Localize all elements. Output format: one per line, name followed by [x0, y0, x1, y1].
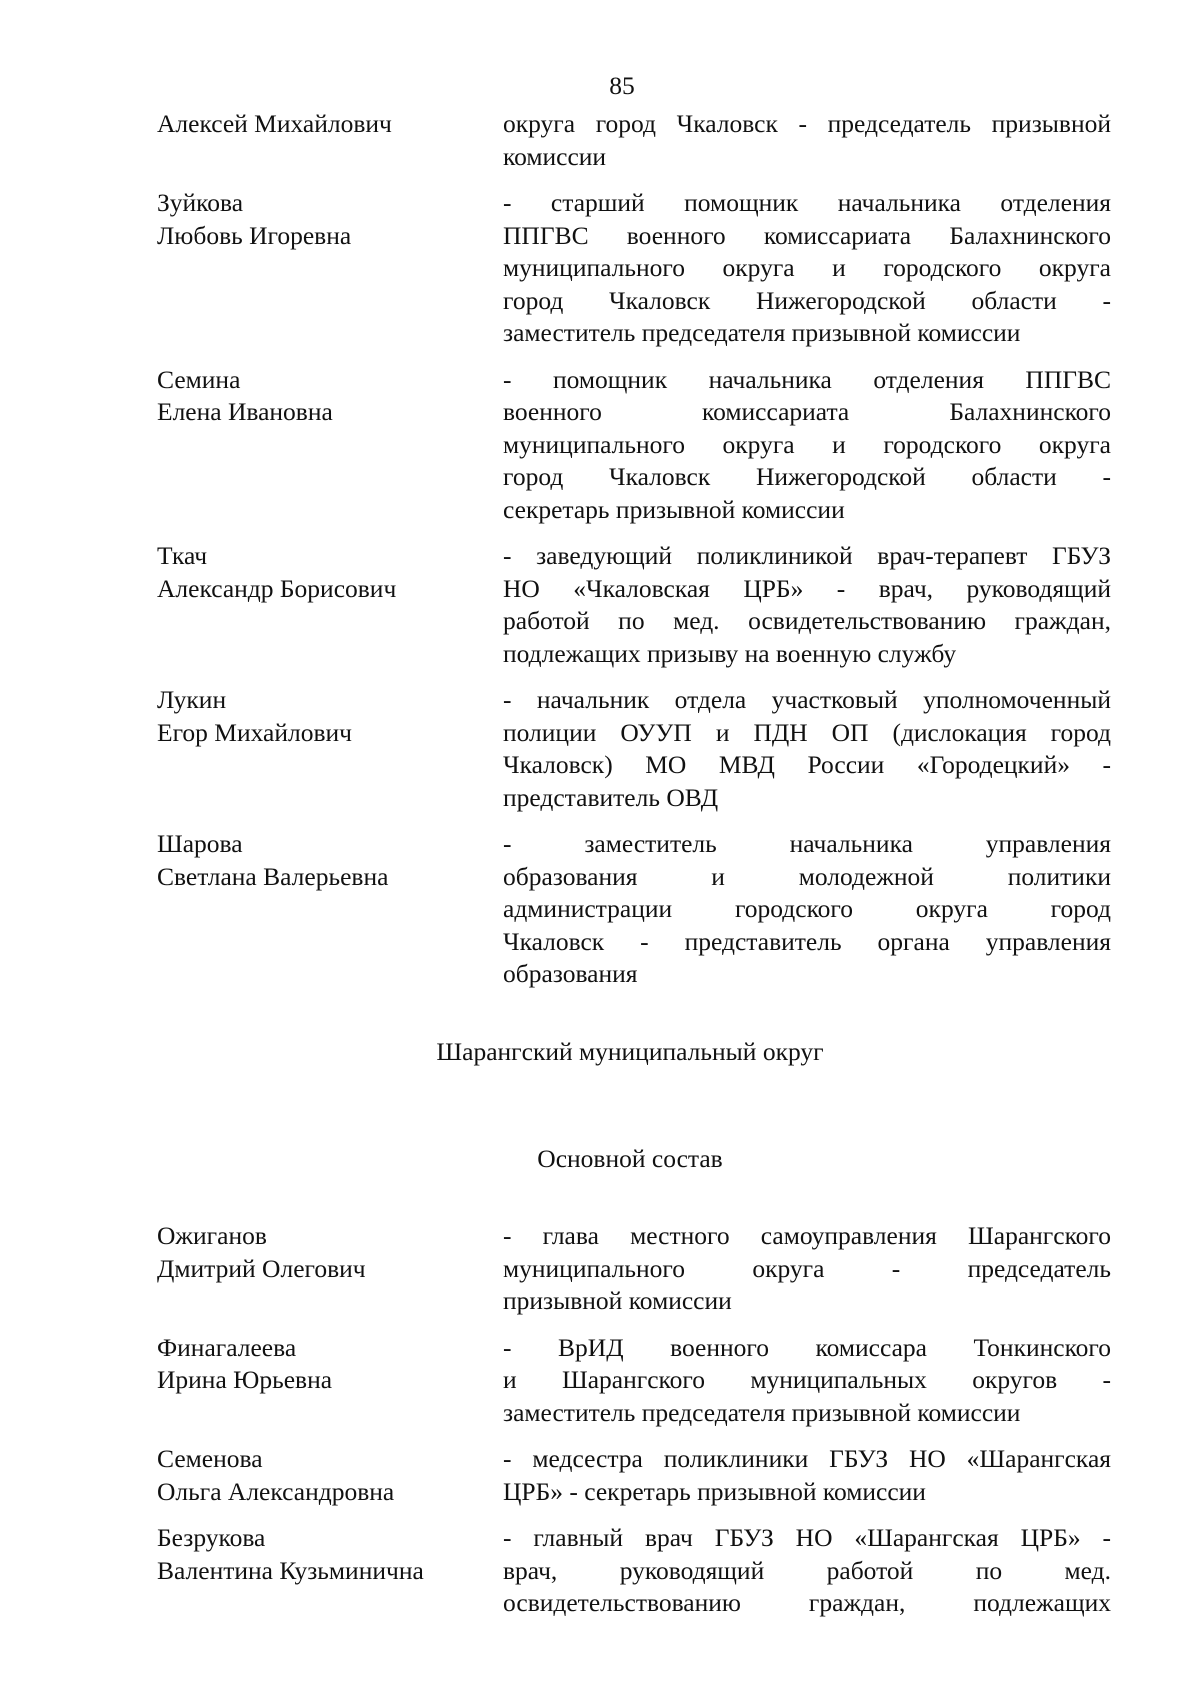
member-role-line: подлежащих призыву на военную службу — [503, 638, 957, 668]
member-name-line: Семенова — [157, 1444, 263, 1473]
member-name-line: Ткач — [157, 541, 208, 570]
member-role — [503, 1220, 1111, 1318]
member-entry — [157, 108, 1111, 173]
member-role — [503, 108, 1111, 173]
member-role-line: - старший помощник начальника отделения — [503, 188, 1111, 217]
member-name-line: Дмитрий Олегович — [157, 1253, 366, 1283]
member-entry — [157, 187, 1111, 350]
member-name-line: Семина — [157, 364, 241, 394]
member-role — [503, 1332, 1111, 1430]
member-role-line: муниципального округа и городского округа — [503, 253, 1111, 282]
member-role-line: работой по мед. освидетельствованию граждан, — [503, 606, 1111, 635]
member-name-line: Любовь Игоревна — [157, 220, 352, 250]
member-name — [157, 1220, 503, 1318]
member-name-line: Ирина Юрьевна — [157, 1365, 333, 1394]
member-role-line: - главный врач ГБУЗ НО «Шарангская ЦРБ» - — [503, 1523, 1111, 1552]
member-entry — [157, 1443, 1111, 1508]
member-name-line: Лукин — [157, 685, 227, 714]
member-role-line: и Шарангского муниципальных округов - — [503, 1365, 1111, 1394]
section-heading-district: Шарангский муниципальный округ — [436, 1037, 824, 1066]
member-name — [157, 1443, 503, 1508]
member-name-line: Ожиганов — [157, 1221, 267, 1250]
member-role-line: комиссии — [503, 141, 607, 171]
member-role-line: НО «Чкаловская ЦРБ» - врач, руководящий — [503, 573, 1111, 603]
member-name-line: Елена Ивановна — [157, 397, 333, 426]
member-name-line: Зуйкова — [157, 188, 244, 217]
member-role — [503, 364, 1111, 527]
member-role-line: освидетельствованию граждан, подлежащих — [503, 1588, 1111, 1617]
member-name-line: Светлана Валерьевна — [157, 861, 389, 891]
member-entry — [157, 1220, 1111, 1318]
member-name-line: Финагалеева — [157, 1332, 297, 1362]
member-role-line: военного комиссариата Балахнинского — [503, 397, 1111, 426]
member-role-line: Чкаловск - представитель органа управления — [503, 926, 1111, 956]
member-role-line: образования и молодежной политики — [503, 861, 1111, 891]
member-role — [503, 187, 1111, 350]
member-role-line: представитель ОВД — [503, 782, 719, 812]
member-name — [157, 540, 503, 670]
member-role-line: муниципального округа и городского округа — [503, 429, 1111, 459]
member-role-line: - заместитель начальника управления — [503, 829, 1111, 858]
member-name — [157, 108, 503, 173]
member-role-line: - начальник отдела участковый уполномоченный — [503, 685, 1111, 714]
member-name — [157, 684, 503, 814]
member-entry — [157, 1522, 1111, 1620]
member-role-line: полиции ОУУП и ПДН ОП (дислокация город — [503, 717, 1111, 747]
member-name — [157, 1522, 503, 1620]
member-role-line: заместитель председателя призывной комиссии — [503, 1397, 1021, 1427]
member-role — [503, 1443, 1111, 1508]
member-name-line: Валентина Кузьминична — [157, 1555, 424, 1585]
member-name — [157, 1332, 503, 1430]
member-role-line: Чкаловск) МО МВД России «Городецкий» - — [503, 750, 1111, 779]
member-role-line: - заведующий поликлиникой врач-терапевт ГБУЗ — [503, 541, 1111, 570]
section-heading-composition: Основной состав — [537, 1144, 723, 1173]
member-role-line: администрации городского округа город — [503, 894, 1111, 923]
member-entry — [157, 1332, 1111, 1430]
member-role-line: - глава местного самоуправления Шарангского — [503, 1221, 1111, 1250]
member-role — [503, 540, 1111, 670]
member-entry — [157, 828, 1111, 991]
member-role-line: город Чкаловск Нижегородской области - — [503, 285, 1111, 315]
member-role-line: ППГВС военного комиссариата Балахнинского — [503, 220, 1111, 250]
member-role-line: призывной комиссии — [503, 1286, 732, 1315]
member-name-line: Ольга Александровна — [157, 1476, 395, 1506]
member-role-line: город Чкаловск Нижегородской области - — [503, 462, 1111, 491]
member-role-line: - ВрИД военного комиссара Тонкинского — [503, 1332, 1111, 1362]
member-role-line: секретарь призывной комиссии — [503, 494, 845, 524]
member-name — [157, 828, 503, 991]
member-name — [157, 187, 503, 350]
member-entry — [157, 540, 1111, 670]
member-role-line: округа город Чкаловск - председатель призывной — [503, 109, 1111, 138]
member-name-line: Безрукова — [157, 1523, 266, 1552]
member-role-line: муниципального округа - председатель — [503, 1253, 1111, 1283]
member-role-line: - помощник начальника отделения ППГВС — [503, 364, 1111, 394]
member-name-line: Александр Борисович — [157, 573, 397, 603]
member-role-line: заместитель председателя призывной комиссии — [503, 318, 1021, 347]
member-name-line: Шарова — [157, 829, 243, 858]
member-role — [503, 828, 1111, 991]
members-list-sharanga — [157, 1220, 1111, 1620]
member-name-line: Алексей Михайлович — [157, 109, 392, 138]
member-name-line: Егор Михайлович — [157, 717, 352, 747]
member-role-line: образования — [503, 959, 638, 988]
member-role-line: врач, руководящий работой по мед. — [503, 1555, 1111, 1585]
member-entry — [157, 684, 1111, 814]
page-number: 85 — [609, 71, 635, 100]
member-name — [157, 364, 503, 527]
member-role — [503, 684, 1111, 814]
member-entry — [157, 364, 1111, 527]
member-role-line: - медсестра поликлиники ГБУЗ НО «Шарангская — [503, 1444, 1111, 1473]
members-list-chkalovsk — [157, 108, 1111, 991]
member-role-line: ЦРБ» - секретарь призывной комиссии — [503, 1476, 926, 1506]
member-role — [503, 1522, 1111, 1620]
